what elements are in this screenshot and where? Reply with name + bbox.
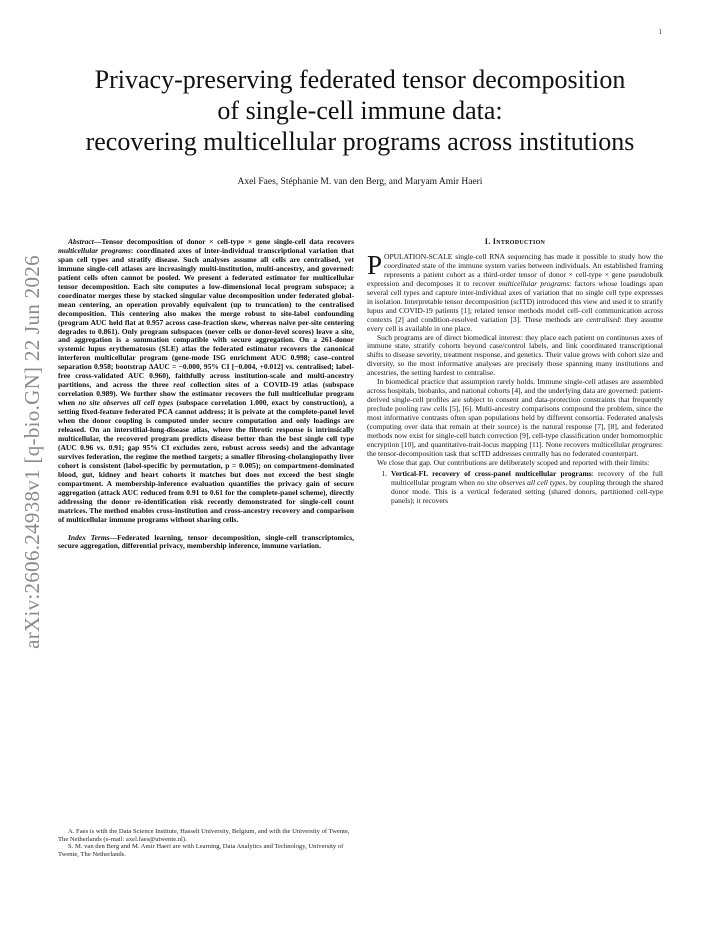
left-column	[58, 238, 354, 551]
author-footnotes	[58, 828, 354, 859]
footnote-faes: A. Faes is with the Data Science Institute, Hasselt University, Belgium, and with the University of Twente, The Netherlands (e-mail: axel.faes@utwente.nl).	[58, 828, 350, 843]
contribution-text-2: , by coupling through the shared donor mode. This is a vertical federated setting (shared donors, partitioned cell-type panels); it recovers	[391, 477, 663, 505]
intro-p1-text-1: single-cell RNA sequencing has made it possible to study how the	[452, 251, 663, 261]
footnote-berg-haeri: S. M. van den Berg and M. Amir Haeri are with Learning, Data Analytics and Technology, University of Twente, The Netherlands.	[58, 843, 344, 859]
title-line-2: of single-cell immune data:	[217, 96, 503, 125]
intro-p1-emphasis-1: coordinated	[384, 260, 420, 270]
contribution-emphasis: no site observes all cell types	[476, 477, 566, 487]
contributions-list	[367, 470, 663, 506]
intro-p1-text-4: : they assume every cell is available in one place.	[367, 314, 663, 333]
abstract-emphasis-3: no site observes all cell types	[78, 398, 174, 408]
contribution-text-1: : recovery of the full multicellular program when	[391, 468, 664, 487]
paper-title	[40, 64, 680, 157]
intro-paragraph-1	[367, 249, 664, 334]
abstract-label: Abstract	[68, 237, 94, 246]
title-line-1: Privacy-preserving federated tensor decomposition	[94, 65, 626, 94]
contribution-title: Vertical-FL recovery of cross-panel multicellular programs	[391, 468, 592, 478]
arxiv-identifier[interactable]: arXiv:2606.24938v1 [q-bio.GN] 22 Jun 2026	[20, 255, 44, 649]
contribution-item	[389, 470, 663, 506]
author-list: Axel Faes, Stéphanie M. van den Berg, and Maryam Amir Haeri	[237, 177, 483, 187]
lead-in-caps: OPULATION-SCALE	[384, 251, 453, 261]
intro-paragraph-3	[367, 378, 663, 459]
intro-p3-emphasis: programs	[632, 439, 661, 449]
intro-paragraph-4: We close that gap. Our contributions are deliberately scoped and reported with their limits:	[377, 457, 650, 467]
index-terms-label: Index Terms	[68, 532, 110, 542]
intro-p1-text-2: state of the immune system varies between individuals. An established framing represents a patient cohort as a third-order tensor of donor × cell-type × gene pseudobulk expression and decomposes it to recover	[367, 260, 663, 288]
abstract-emphasis-2: real	[173, 380, 186, 390]
abstract-text-1: —Tensor decomposition of donor × cell-type × gene single-cell data recovers	[93, 237, 354, 246]
intro-p1-text-3: : factors whose loadings span several cell types and capture inter-individual axes of variation that no single cell type expresses in isolation. Interpretable tensor decomposition (scITD) introduced this view and used it to stratify lupus and COVID-19 patients [1]; related tensor methods model cell–cell communication across contexts [2] and condition-resolved variation [3]. These methods are	[367, 278, 664, 324]
intro-p3-text-2: : the tensor-decomposition task that scITD addresses centrally has no federated counterpart.	[367, 439, 663, 458]
abstract-text-2: : coordinated axes of inter-individual transcriptional variation that span cell types and stratify disease. Such analyses assume all cells are centralised, yet immune single-cell atlases are increasingly multi-institution, multi-ancestry, and governed: patient cells often cannot be pooled. We present a federated estimator for multicellular tensor decomposition. Each site computes a low-dimensional local program subspace; a coordinator merges these by stacked singular value decomposition under federated global-mean centering, an operation provably equivalent (up to truncation) to the centralised decomposition. This centering also makes the merge robust to site-label confounding (program AUC held flat at 0.957 across case-fraction skew, whereas naive per-site centering degrades to 0.861). Only program subspaces (never cells or donor-level scores) leave a site, and aggregation is a summation compatible with secure aggregation. On a 261-donor systemic lupus erythematosus (SLE) atlas the federated estimator recovers the canonical interferon multicellular program (gene-mode ISG enrichment AUC 0.998; case–control separation 0.958; bootstrap ΔAUC = −0.000, 95% CI [−0.004, +0.012] vs. centralised; label-free cross-validated AUC 0.960), faithfully across institution-scale and multi-ancestry partitions, and across the three	[58, 245, 354, 390]
title-line-3: recovering multicellular programs across institutions	[85, 127, 635, 156]
right-column	[367, 238, 663, 506]
drop-cap: P	[367, 249, 383, 280]
intro-p1-emphasis-2: multicellular programs	[498, 278, 570, 288]
index-terms	[58, 534, 354, 552]
abstract	[58, 238, 354, 525]
intro-p3-text-1: In biomedical practice that assumption rarely holds. Immune single-cell atlases are assembled across hospitals, biobanks, and national cohorts [4], and the underlying data are governed: patient-derived single-cell profiles are subject to consent and data-protection constraints that frequently preclude pooling raw cells [5], [6]. Multi-ancestry comparisons compound the problem, since the most informative contrasts often span populations held by different consortia. Federated analysis (computing over data that remain at their source) is the natural response [7], [8], and federated methods now exist for single-cell batch correction [9], cell-type classification under homomorphic encryption [10], and quantitative-trait-locus mapping [11]. None recovers multicellular	[367, 377, 663, 449]
intro-p1-emphasis-3: centralised	[586, 314, 620, 324]
page-number: 1	[658, 28, 662, 36]
arxiv-stamp	[2, 242, 50, 662]
index-terms-text: —Federated learning, tensor decomposition, single-cell transcriptomics, secure aggregation, differential privacy, membership inference, immune variation.	[58, 532, 354, 551]
abstract-emphasis-1: multicellular programs	[58, 245, 131, 255]
abstract-text-4: (subspace correlation 1.000, exact by construction), a setting fixed-feature federated PCA cannot address; it is private at the complete-panel level when the donor coupling is computed under secure computation and only loadings are released. On an interstitial-lung-disease atlas, where the fibrotic response is intrinsically multicellular, the recovered program predicts disease better than the best single cell type (AUC 0.96 vs. 0.91; gap 95% CI excludes zero, robust across seeds) and the advantage survives federation, the regime the method targets; a smaller fibrosing-cholangiopathy liver cohort is consistent (label-specific by permutation, p = 0.005); on compartment-dominated blood, gut, kidney and heart cohorts it matches but does not exceed the best single compartment. A membership-inference evaluation quantifies the privacy gain of secure aggregation (attack AUC reduced from 0.91 to 0.61 for the complete-panel scheme), directly addressing the donor re-identification risk recently demonstrated for single-cell count matrices. The method enables cross-institution and cross-ancestry recovery and comparison of multicellular immune programs without sharing cells.	[58, 398, 355, 524]
abstract-text-3: collection sites of a COVID-19 atlas (subspace correlation 0.989). We further show the estimator recovers the full multicellular program when	[58, 380, 354, 408]
intro-paragraph-2: Such programs are of direct biomedical interest: they place each patient on continuous axes of immune state, stratify cohorts beyond case/control labels, and link coordinated transcriptional shifts to disease severity, treatment response, and genetics. Their value grows with cohort size and diversity, so the most informative analyses are precisely those spanning many institutions and ancestries, the setting hardest to centralise.	[367, 332, 663, 378]
section-heading-introduction: I. Introduction	[484, 237, 546, 246]
